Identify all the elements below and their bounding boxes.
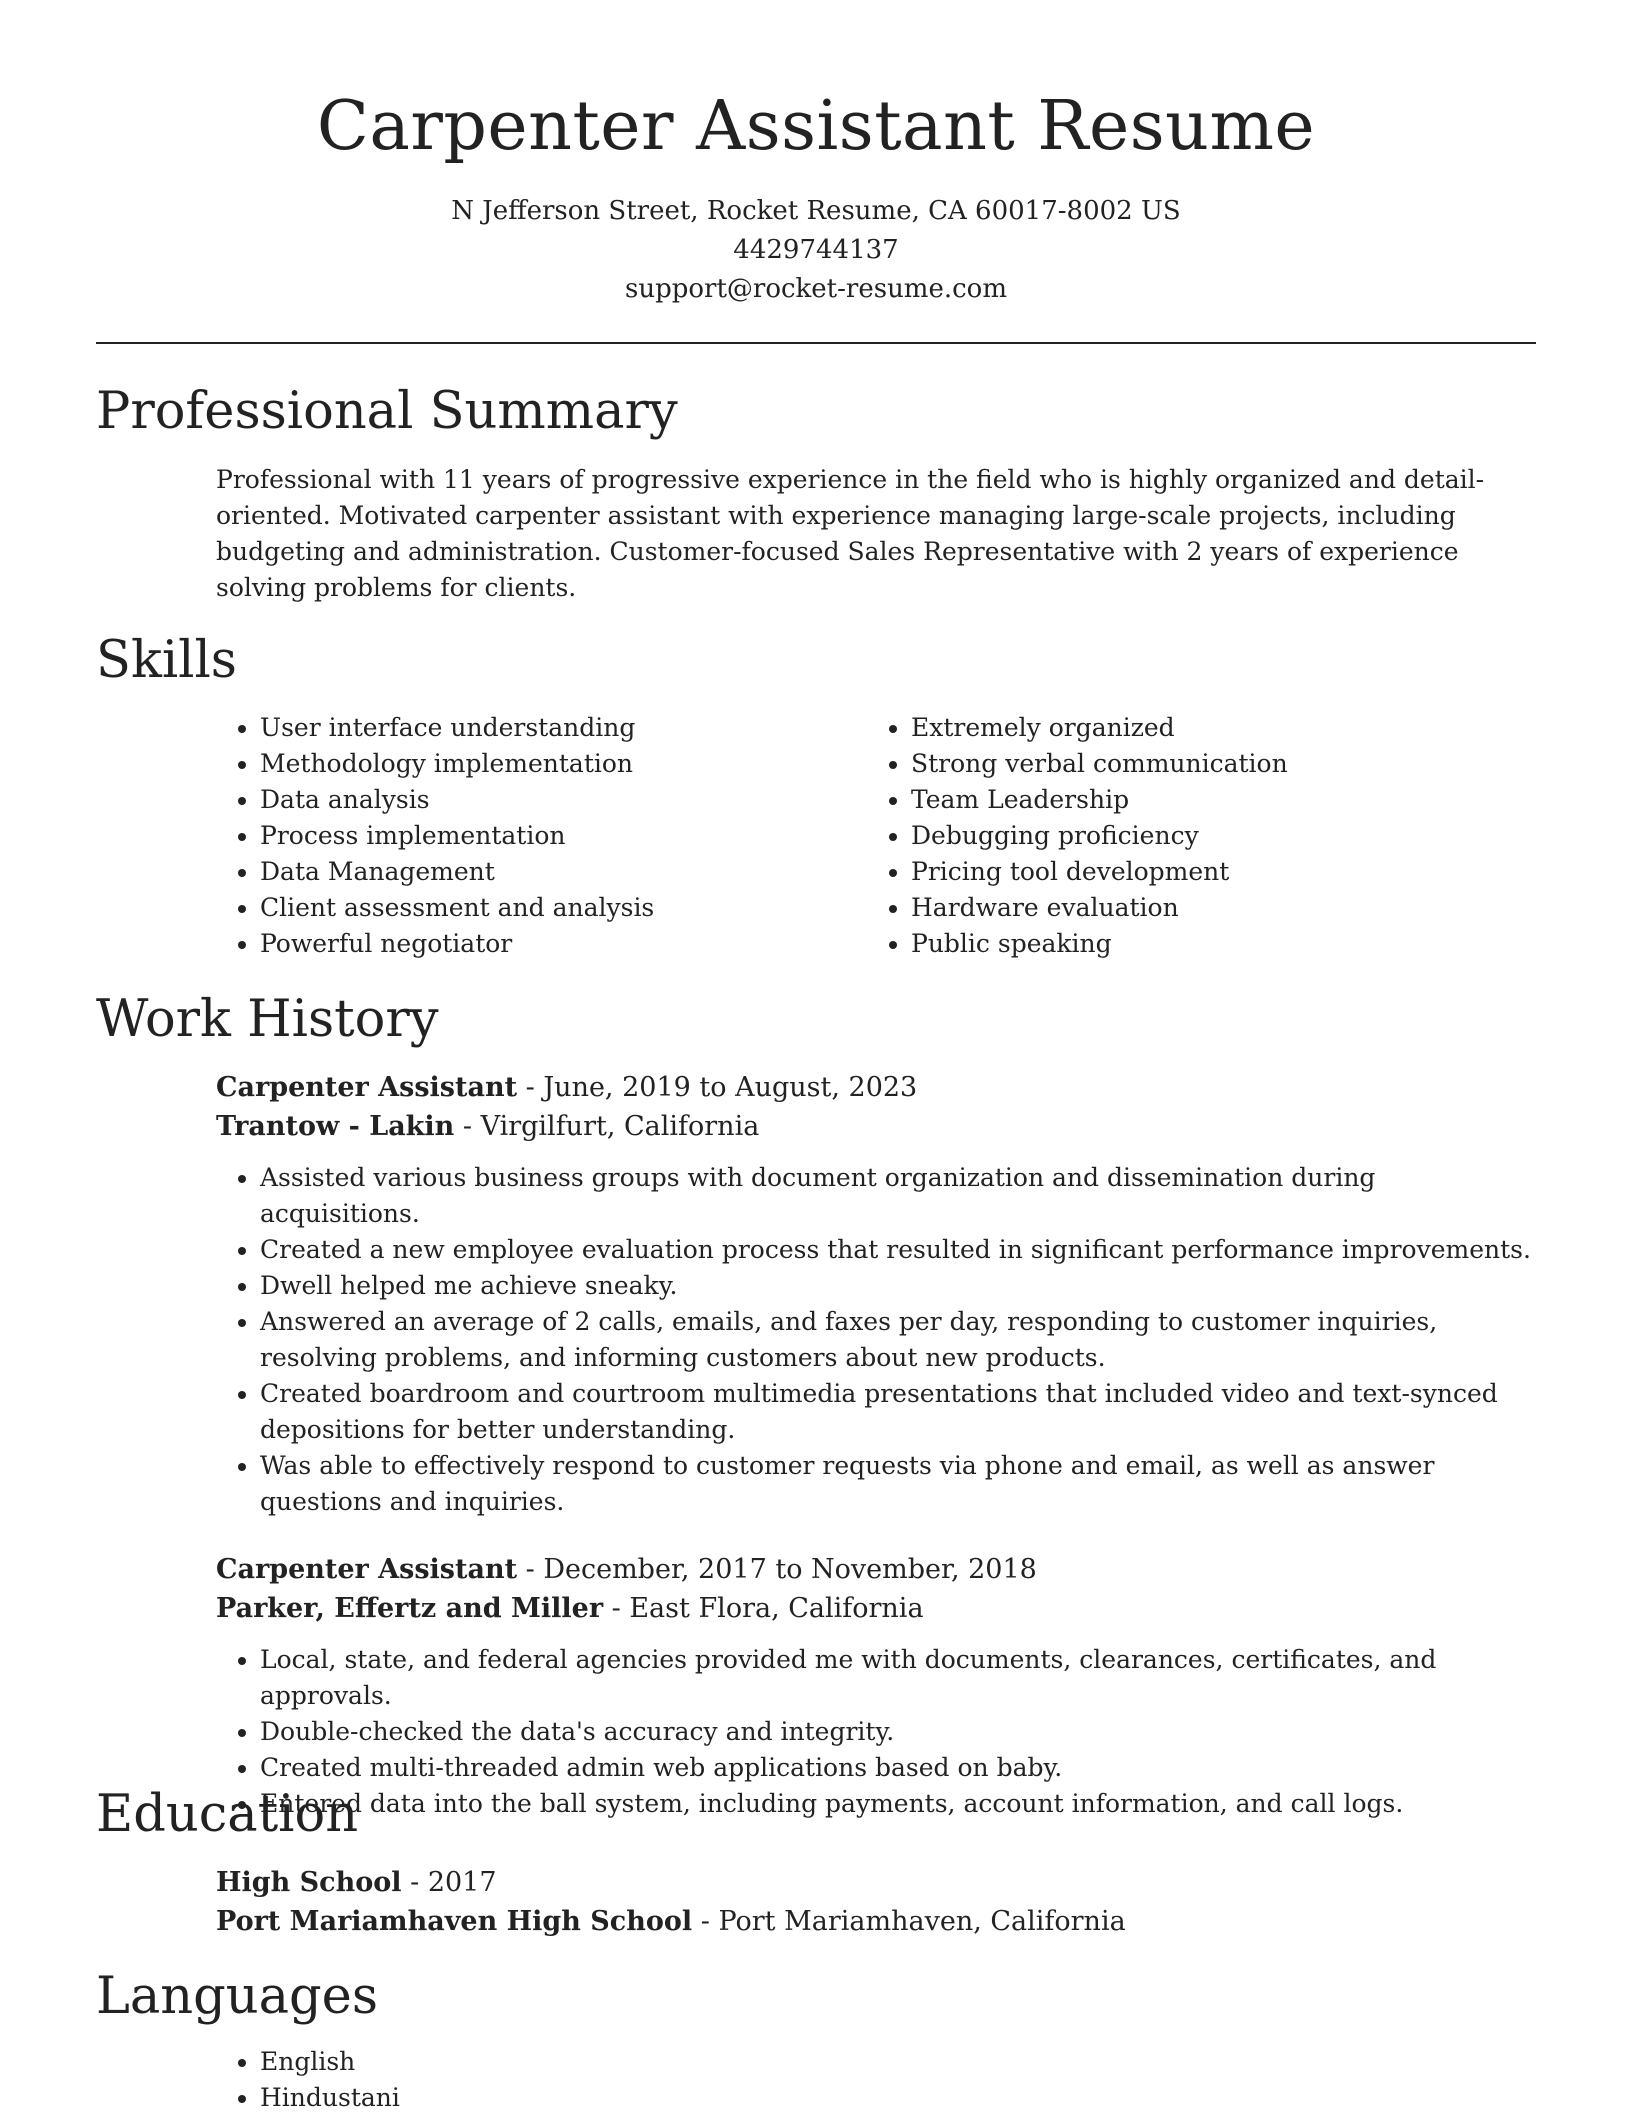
list-item: • Dwell helped me achieve sneaky.: [260, 1268, 1536, 1304]
list-item: • Process implementation: [260, 818, 867, 854]
list-item: • User interface understanding: [260, 710, 867, 746]
degree: High School: [216, 1867, 402, 1898]
skills-heading: Skills: [96, 631, 237, 690]
summary-text: Professional with 11 years of progressive experience in the field who is highly organized and detail-oriented. Motivated carpenter assistant with experience managing large-scale projects, including budgeting and administration. Customer-focused Sales Representative with 2 years of experience solving problems for clients.: [216, 465, 1485, 602]
list-item: • Data analysis: [260, 782, 867, 818]
list-item: • Created boardroom and courtroom multimedia presentations that included video and text-synced depositions for better understanding.: [260, 1376, 1536, 1448]
list-item: • Created a new employee evaluation process that resulted in significant performance improvements.: [260, 1232, 1536, 1268]
list-item: • Debugging proficiency: [911, 818, 1518, 854]
list-item: • Hindustani: [260, 2080, 1536, 2116]
job-title: Carpenter Assistant: [216, 1554, 518, 1585]
languages-bullets: [216, 2044, 1536, 2116]
contact-info: [0, 192, 1632, 309]
resume-header: [0, 0, 1632, 309]
list-item: • Created multi-threaded admin web applications based on baby.: [260, 1750, 1536, 1786]
list-item: • Answered an average of 2 calls, emails, and faxes per day, responding to customer inquiries, resolving problems, and informing customers about new products.: [260, 1304, 1536, 1376]
job-title: Carpenter Assistant: [216, 1072, 518, 1103]
school-name: Port Mariamhaven High School: [216, 1906, 693, 1937]
list-item: • Team Leadership: [911, 782, 1518, 818]
job-title-line: [216, 1550, 1536, 1589]
job-company: Trantow - Lakin: [216, 1111, 455, 1142]
school-line: [216, 1902, 1536, 1941]
education-heading: Education: [96, 1785, 359, 1844]
job-bullets: [216, 1642, 1536, 1822]
job-dates: - December, 2017 to November, 2018: [517, 1554, 1037, 1585]
list-item: • Pricing tool development: [911, 854, 1518, 890]
list-item: • English: [260, 2044, 1536, 2080]
list-item: • Double-checked the data's accuracy and integrity.: [260, 1714, 1536, 1750]
header-divider: [96, 342, 1536, 344]
degree-line: [216, 1863, 1536, 1902]
job-entry: [216, 1068, 1536, 1520]
job-entry: [216, 1550, 1536, 1822]
skills-right-list: [867, 710, 1518, 962]
address: N Jefferson Street, Rocket Resume, CA 60017-8002 US: [451, 196, 1181, 226]
languages-heading: Languages: [96, 1967, 379, 2026]
email: support@rocket-resume.com: [624, 274, 1007, 304]
list-item: • Was able to effectively respond to customer requests via phone and email, as well as answer questions and inquiries.: [260, 1448, 1536, 1520]
job-dates: - June, 2019 to August, 2023: [517, 1072, 918, 1103]
job-bullets: [216, 1160, 1536, 1520]
skills-left-list: [216, 710, 867, 962]
skills-list: [216, 710, 1536, 962]
job-location: - Virgilfurt, California: [454, 1111, 760, 1142]
list-item: • Extremely organized: [911, 710, 1518, 746]
list-item: • Client assessment and analysis: [260, 890, 867, 926]
list-item: • Entered data into the ball system, including payments, account information, and call logs.: [260, 1786, 1536, 1822]
list-item: • Data Management: [260, 854, 867, 890]
education-entry: [216, 1863, 1536, 1941]
education-year: - 2017: [401, 1867, 497, 1898]
school-location: - Port Mariamhaven, California: [692, 1906, 1126, 1937]
list-item: • Powerful negotiator: [260, 926, 867, 962]
phone: 4429744137: [733, 235, 899, 265]
job-company-line: [216, 1107, 1536, 1146]
list-item: • Methodology implementation: [260, 746, 867, 782]
list-item: • Public speaking: [911, 926, 1518, 962]
job-title-line: [216, 1068, 1536, 1107]
list-item: • Assisted various business groups with document organization and dissemination during acquisitions.: [260, 1160, 1536, 1232]
list-item: • Hardware evaluation: [911, 890, 1518, 926]
job-location: - East Flora, California: [603, 1593, 924, 1624]
summary-heading: Professional Summary: [96, 382, 678, 441]
work-history-heading: Work History: [96, 990, 439, 1049]
work-history: [216, 1068, 1536, 1822]
job-company: Parker, Effertz and Miller: [216, 1593, 604, 1624]
languages-list: [216, 2044, 1536, 2116]
resume-title: Carpenter Assistant Resume: [316, 87, 1316, 166]
list-item: • Local, state, and federal agencies provided me with documents, clearances, certificates, and approvals.: [260, 1642, 1536, 1714]
job-company-line: [216, 1589, 1536, 1628]
list-item: • Strong verbal communication: [911, 746, 1518, 782]
